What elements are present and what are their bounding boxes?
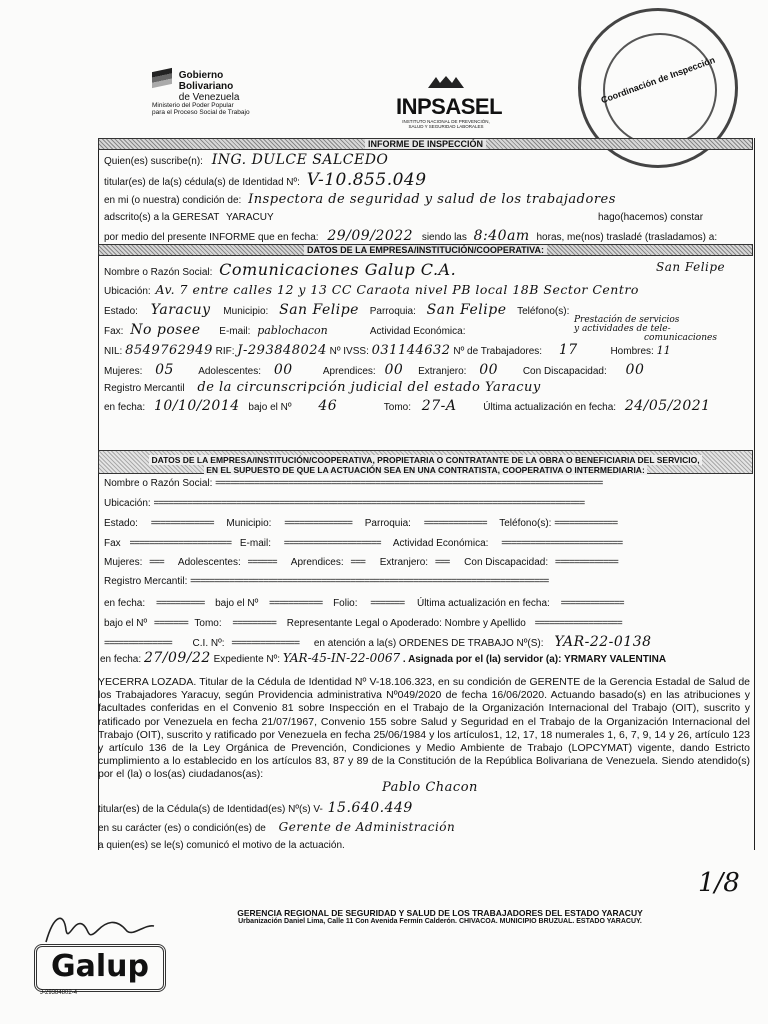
seal-text: Coordinación de Inspección (599, 54, 717, 106)
s3-parroquia-label: Parroquia: (364, 518, 411, 529)
extranjero-label: Extranjero: (418, 366, 467, 377)
rif-label: RIF: (215, 346, 235, 357)
s3-tomo-label: Tomo: (194, 618, 222, 629)
government-logo (152, 70, 262, 103)
adscrito-row (104, 212, 274, 223)
ubicacion-value: Av. 7 entre calles 12 y 13 CC Caraota nivel PB local 18B Sector Centro (155, 282, 639, 297)
discapacidad-value: 00 (625, 362, 645, 378)
s3-estado-label: Estado: (104, 518, 138, 529)
s3-fax-blank: ===================== (129, 538, 232, 549)
s3-mujeres-blank: === (149, 557, 164, 568)
s3-telefono-label: Teléfono(s): (499, 518, 552, 529)
section2-title-text: DATOS DE LA EMPRESA/INSTITUCIÓN/COOPERATIVA: (304, 245, 547, 255)
s3-extranjero-label: Extranjero: (379, 557, 429, 568)
section-title-text: INFORME DE INSPECCIÓN (365, 139, 486, 149)
fecha-row (104, 398, 711, 414)
informe-fecha: 29/09/2022 (327, 228, 414, 244)
nombre-row (104, 260, 456, 279)
attended-titular-value: 15.640.449 (327, 800, 413, 816)
s3-ci-blank-1: ============== (104, 638, 172, 649)
condicion-value: Inspectora de seguridad y salud de los trabajadores (248, 192, 616, 207)
rif-value: J-293848024 (237, 343, 327, 358)
ivss-label: Nº IVSS: (329, 346, 369, 357)
informe-row (104, 228, 717, 244)
condicion-label: en mi (o nuestra) condición de: (104, 195, 242, 206)
tomo-label: Tomo: (383, 402, 411, 413)
aprendices-value: 00 (384, 362, 404, 378)
s3-adolescentes-blank: ====== (247, 557, 277, 568)
ultima-label: Última actualización en fecha: (483, 402, 617, 413)
nombre-label: Nombre o Razón Social: (104, 267, 213, 278)
informe-label: por medio del presente INFORME que en fecha: (104, 232, 319, 243)
attended-caracter-label: en su carácter (es) o condición(es) de (98, 823, 266, 834)
registro-label: Registro Mercantil (104, 383, 185, 394)
nombre-value: Comunicaciones Galup C.A. (219, 260, 457, 279)
attended-caracter-value: Gerente de Administración (278, 820, 456, 834)
adscrito-label: adscrito(s) a la GERESAT (104, 212, 220, 223)
company-stamp: Galup (34, 944, 166, 992)
attended-name: Pablo Chacon (382, 780, 478, 795)
estado-row (104, 302, 569, 318)
legal-paragraph: YECERRA LOZADA. Titular de la Cédula de Identidad Nº V-18.106.323, en su condición de GERENTE de la Gerencia Estadal de Salud de los Trabajadores Yaracuy, según Providencia administrativa Nº049/2020 de fecha 16/06/2020. Actuando basado(s) en las atribuciones y facultades conferidas en el Convenio 81 sobre Inspección en el Trabajo de la Organización Internacional del Trabajo (OIT), suscrito y ratificado por Venezuela en fecha 21/07/1967, Convenio 155 sobre Salud y Seguridad en el Trabajo de la Organización Internacional del Trabajo (OIT), suscrito y ratificado por Venezuela en fecha 25/06/1984 y los artículos1, 12, 17, 18 numerales 1, 6, 7, 9, 14 y 26, artículo 123 y artículo 136 de la Ley Orgánica de Prevención, Condiciones y Medio Ambiente de Trabajo (LOPCYMAT) vigente, dando Estricto cumplimiento a lo establecido en los artículos 83, 87 y 89 de la Constitución de la República Bolivariana de Venezuela. Siendo atendido(s) por el (la) o los(as) ciudadanos(as): (98, 676, 750, 781)
municipio-value: San Felipe (279, 302, 359, 318)
s3-bajo2-label: bajo el Nº (104, 618, 148, 629)
estado-label: Estado: (104, 306, 138, 317)
municipio-label: Municipio: (223, 306, 269, 317)
s3-parroquia-blank: ============= (423, 518, 487, 529)
mujeres-label: Mujeres: (104, 366, 143, 377)
inpsasel-emblem-icon (426, 74, 466, 90)
exp-fecha-label: en fecha: (100, 654, 142, 665)
s3-email-label: E-mail: (239, 538, 271, 549)
s3-bajo-blank: =========== (269, 598, 323, 609)
s3-registro-blank: ========================================================================== (190, 576, 549, 587)
s3-mujeres-label: Mujeres: (104, 557, 143, 568)
actividad-line-1: Prestación de servicios (574, 315, 680, 325)
ultima-value: 24/05/2021 (624, 398, 711, 414)
estado-value: Yaracuy (150, 302, 211, 318)
s3-fax-row (104, 538, 622, 549)
s3-municipio-blank: ============== (284, 518, 352, 529)
email-label: E-mail: (219, 326, 251, 337)
flag-icon (152, 68, 172, 88)
company-stamp-rif: J-29384802-4 (40, 990, 78, 996)
s3-nombre-label: Nombre o Razón Social: (104, 478, 213, 489)
quien-value: ING. DULCE SALCEDO (211, 152, 389, 168)
s3-aprendices-label: Aprendices: (290, 557, 344, 568)
inpsasel-sub-1: INSTITUTO NACIONAL DE PREVENCIÓN, (402, 119, 490, 124)
s3-rep-label: Representante Legal o Apoderado: Nombre y Apellido (286, 618, 526, 629)
attended-comunico-label: a quien(es) se le(s) comunicó el motivo de la actuación. (98, 840, 345, 851)
s3-ci-blank-2: ============== (231, 638, 300, 649)
s3-mujeres-row (104, 557, 618, 568)
s3-email-blank: ==================== (283, 538, 381, 549)
attended-titular-label: titular(es) de la Cédula(s) de Identidad(es) Nº(s) V- (98, 804, 323, 815)
s3-telefono-blank: ============= (554, 518, 618, 529)
registro-row (104, 380, 541, 395)
fecha-value: 10/10/2014 (153, 398, 240, 414)
ministry-label (152, 102, 250, 116)
aprendices-label: Aprendices: (322, 366, 376, 377)
fecha-label: en fecha: (104, 402, 146, 413)
fax-row (104, 322, 466, 338)
s3-fecha-label: en fecha: (104, 598, 146, 609)
nil-value: 8549762949 (125, 343, 213, 358)
s3-registro-row (104, 576, 548, 587)
adscrito-value: YARACUY (226, 212, 274, 223)
s3-ultima-blank: ============= (560, 598, 624, 609)
inpsasel-sub-2: SALUD Y SEGURIDAD LABORALES (408, 124, 484, 129)
hombres-value: 11 (656, 344, 671, 357)
s3-fecha-row (104, 598, 624, 609)
hago-label: hago(hacemos) constar (598, 212, 704, 223)
email-value: pablochacon (257, 324, 328, 337)
s3-estado-blank: ============= (150, 518, 214, 529)
actividad-line-3: comunicaciones (644, 333, 717, 343)
ubicacion-label: Ubicación: (104, 286, 151, 297)
s3-folio-blank: ======= (370, 598, 405, 609)
footer (130, 908, 750, 925)
s3-bajo-label: bajo el Nº (215, 598, 259, 609)
s3-folio-label: Folio: (333, 598, 358, 609)
expediente-row (100, 650, 666, 666)
s3-rep-blank: ================== (534, 618, 622, 629)
condicion-row (104, 192, 616, 207)
s3-ultima-label: Última actualización en fecha: (416, 598, 550, 609)
quien-row (104, 152, 388, 168)
s3-municipio-label: Municipio: (226, 518, 272, 529)
bajo-label: bajo el Nº (248, 402, 292, 413)
titular-label: titular(es) de la(s) cédula(s) de Identidad Nº: (104, 177, 300, 188)
s3-discapacidad-blank: ============= (554, 557, 618, 568)
s3-estado-row (104, 518, 617, 529)
s3-atencion-value: YAR-22-0138 (554, 634, 652, 650)
inpsasel-name: INPSASEL (396, 94, 503, 119)
actividad-line-2: y actividades de tele- (574, 324, 671, 334)
trabajadores-value: 17 (558, 342, 578, 358)
s3-fecha-blank: ========== (155, 598, 205, 609)
s3-tomo-blank: ========= (232, 618, 276, 629)
s3-discapacidad-label: Con Discapacidad: (464, 557, 549, 568)
s3-ubicacion-row (104, 498, 584, 509)
siendo-label: siendo las (421, 232, 467, 243)
s3-actividad-label: Actividad Económica: (392, 538, 489, 549)
page-number-mark: 1/8 (698, 868, 740, 898)
exp-fecha-value: 27/09/22 (143, 650, 211, 666)
actividad-label: Actividad Económica: (369, 326, 466, 337)
gov-line-3: de Venezuela (178, 92, 240, 103)
siendo-value: 8:40am (473, 228, 530, 244)
section-title-contratante (98, 450, 753, 474)
s3-fax-label: Fax (104, 538, 121, 549)
section3-title-1: DATOS DE LA EMPRESA/INSTITUCIÓN/COOPERATIVA, PROPIETARIA O CONTRATANTE DE LA OBRA O BENEFICIARIA DEL SERVICIO, (151, 455, 700, 465)
s3-actividad-blank: ========================= (501, 538, 623, 549)
titular-row (104, 170, 427, 190)
gov-line-2: Bolivariano (178, 81, 234, 92)
ministry-line-2: para el Proceso Social de Trabajo (152, 109, 250, 116)
footer-line-1: GERENCIA REGIONAL DE SEGURIDAD Y SALUD DE LOS TRABAJADORES DEL ESTADO YARACUY (237, 908, 643, 918)
nombre-extra: San Felipe (656, 260, 726, 274)
ubicacion-row (104, 282, 639, 297)
actividad-value (574, 316, 717, 343)
discapacidad-label: Con Discapacidad: (522, 366, 607, 377)
s3-ci-label: C.I. Nº: (192, 638, 225, 649)
registro-value: de la circunscripción judicial del estado Yaracuy (197, 380, 541, 395)
s3-ci-row (104, 634, 652, 650)
ministry-line-1: Ministerio del Poder Popular (152, 102, 234, 109)
horas-label: horas, me(nos) trasladé (trasladamos) a: (536, 232, 718, 243)
mujeres-value: 05 (155, 362, 174, 378)
gov-line-1: Gobierno (178, 70, 224, 81)
inpsasel-logo (396, 74, 503, 129)
hombres-label: Hombres: (610, 346, 654, 357)
s3-aprendices-blank: === (350, 557, 365, 568)
footer-line-2: Urbanización Daniel Lima, Calle 11 Con Avenida Fermín Calderón. CHIVACOA. MUNICIPIO BRUZUAL. ESTADO YARACUY. (238, 918, 642, 925)
attended-caracter-row (98, 820, 455, 834)
trabajadores-label: Nº de Trabajadores: (453, 346, 543, 357)
asignada-text: . Asignada por el (la) servidor (a): YRMARY VALENTINA (402, 654, 667, 665)
s3-atencion-label: en atención a la(s) ORDENES DE TRABAJO Nº(S): (313, 638, 544, 649)
s3-adolescentes-label: Adolescentes: (177, 557, 241, 568)
nil-label: NIL: (104, 346, 123, 357)
s3-nombre-blank: ================================================================================ (215, 478, 603, 489)
tomo-value: 27-A (421, 398, 457, 414)
s3-bajo2-row (104, 618, 622, 629)
s3-ubicacion-blank: ========================================================================================= (153, 498, 585, 509)
quien-label: Quien(es) suscribe(n): (104, 156, 203, 167)
section3-title-2: EN EL SUPUESTO DE QUE LA ACTUACIÓN SEA EN UNA CONTRATISTA, COOPERATIVA O INTERMEDIARIA: (206, 465, 645, 475)
s3-extranjero-blank: === (434, 557, 450, 568)
ivss-value: 031144632 (371, 343, 451, 358)
signature-icon (40, 908, 160, 948)
adolescentes-label: Adolescentes: (198, 366, 262, 377)
parroquia-value: San Felipe (426, 302, 507, 318)
exp-value: YAR-45-IN-22-0067 (282, 651, 401, 665)
attended-titular-row (98, 800, 413, 816)
s3-nombre-row (104, 478, 602, 489)
bajo-value: 46 (318, 398, 338, 414)
nil-row (104, 342, 671, 358)
exp-label: Expediente Nº: (213, 654, 281, 665)
titular-value: V-10.855.049 (306, 170, 427, 190)
s3-registro-label: Registro Mercantil: (104, 576, 188, 587)
s3-ubicacion-label: Ubicación: (104, 498, 151, 509)
telefono-label: Teléfono(s): (517, 306, 570, 317)
fax-value: No posee (130, 322, 201, 338)
extranjero-value: 00 (479, 362, 499, 378)
fax-label: Fax: (104, 326, 124, 337)
section-title-informe (98, 138, 753, 150)
parroquia-label: Parroquia: (369, 306, 416, 317)
s3-bajo2-blank: ======= (153, 618, 188, 629)
section-title-empresa (98, 244, 753, 256)
mujeres-row (104, 362, 644, 378)
adolescentes-value: 00 (273, 362, 293, 378)
